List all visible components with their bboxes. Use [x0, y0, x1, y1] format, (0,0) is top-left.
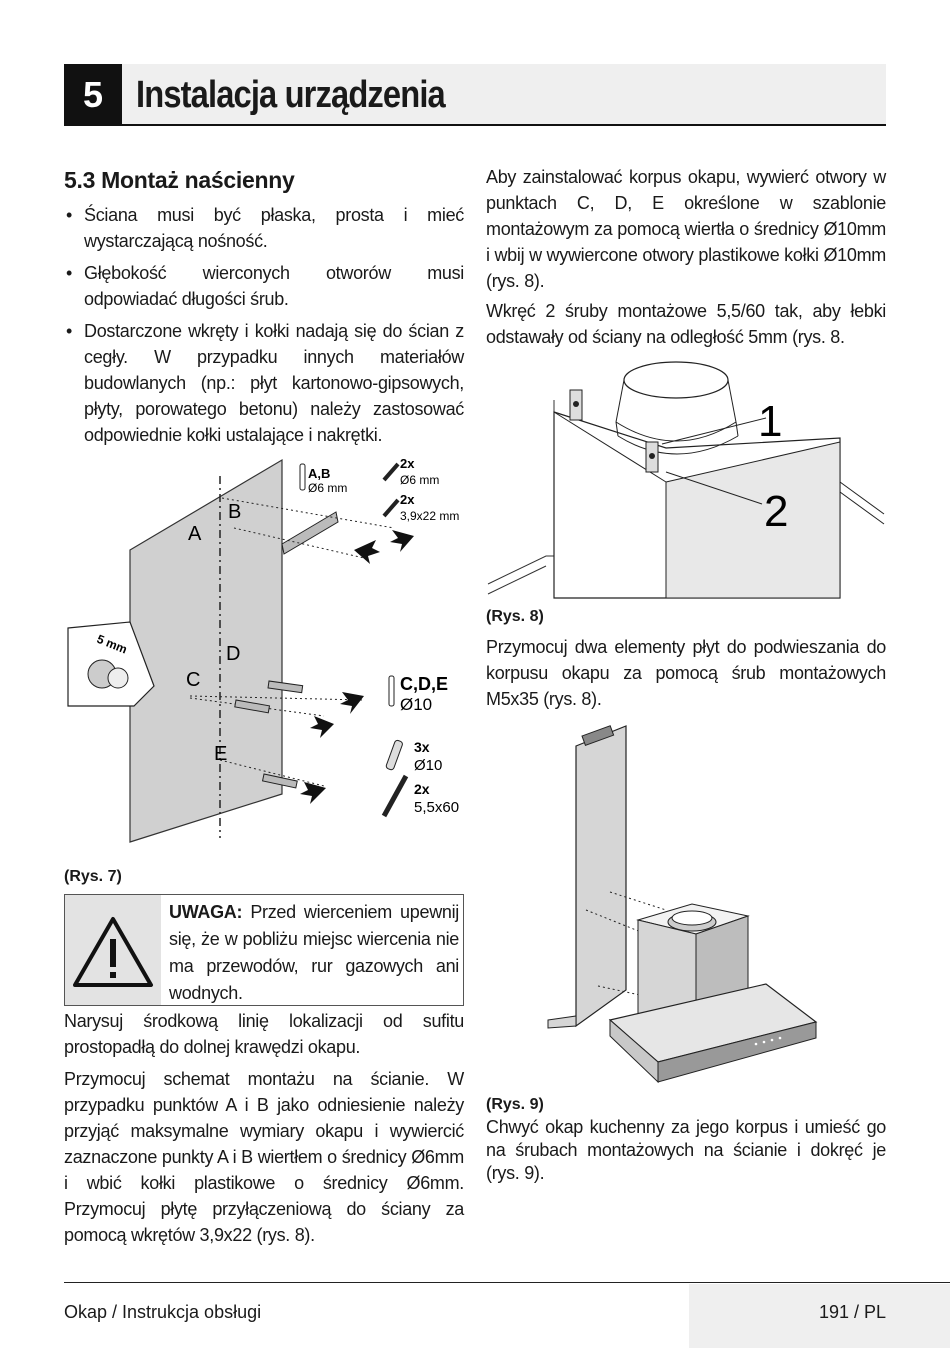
footer-doc-title: Okap / Instrukcja obsługi: [64, 1302, 262, 1322]
left-column: [64, 164, 464, 454]
left-column-lower: [64, 1008, 464, 1252]
screw1-qty: 2x: [400, 456, 415, 471]
requirements-list: [64, 202, 464, 448]
list-item: • Dostarczone wkręty i kołki nadają się do ścian z cegły. W przypadku innych materiałów budowlanych (np.: płyt kartonowo-gipsowych, płyty, porowatego betonu) należy zastosować odpowiednie kołki ustalające i nakrętki.: [64, 318, 464, 448]
callout-1: 1: [758, 397, 783, 446]
point-e-label: E: [214, 743, 228, 765]
figure-9-caption: (Rys. 9): [486, 1096, 544, 1113]
screw-icon: [384, 500, 398, 516]
point-a-label: A: [188, 523, 202, 545]
section-title: Instalacja urządzenia: [136, 74, 445, 116]
callout-2: 2: [764, 487, 789, 536]
right-column-lower: [486, 1116, 886, 1189]
footer-page-number: 191 / PL: [818, 1302, 886, 1322]
list-item: • Głębokość wierconych otworów musi odpowiadać długości śrub.: [64, 260, 464, 312]
paragraph: Przymocuj schemat montażu na ścianie. W przypadku punktów A i B jako odniesienie należy przyjąć maksymalne wymiary okapu i wywiercić zaznaczone punkty A i B wiertłem o średnicy Ø6mm i wbić kołki plastikowe o średnicy Ø6mm. Przymocuj płytę przyłączeniową do ściany za pomocą wkrętów 3,9x22 (rys. 8).: [64, 1069, 464, 1245]
point-b-label: B: [228, 501, 242, 523]
right-column-middle: [486, 634, 886, 716]
warning-triangle-icon: [65, 895, 161, 1005]
paragraph: Chwyć okap kuchenny za jego korpus i umieść go na śrubach montażowych na ścianie i dokręć je (rys. 9).: [486, 1117, 886, 1183]
dowel-icon: [300, 464, 305, 490]
figure-7-wall-template: [64, 456, 474, 866]
right-column: [486, 164, 886, 354]
bolt-qty: 2x: [414, 781, 430, 797]
paragraph: Wkręć 2 śruby montażowe 5,5/60 tak, aby łebki odstawały od ściany na odległość 5mm (rys. 8.: [486, 301, 886, 347]
bolt-icon: [384, 776, 406, 816]
section-number: 5: [64, 64, 122, 126]
screw-icon: [384, 464, 398, 480]
cde-size: Ø10: [400, 695, 433, 714]
figure-8-hood-body: [486, 352, 886, 600]
screw1-size: Ø6 mm: [400, 473, 440, 487]
gap-label: 5 mm: [94, 631, 130, 657]
warning-label: UWAGA:: [169, 902, 243, 922]
list-item: • Ściana musi być płaska, prosta i mieć wystarczającą nośność.: [64, 202, 464, 254]
footer-divider: [64, 1282, 950, 1283]
ab-size: Ø6 mm: [308, 481, 348, 495]
screw2-size: 3,9x22 mm: [400, 509, 460, 523]
paragraph: Przymocuj dwa elementy płyt do podwieszania do korpusu okapu za pomocą śrub montażowych M5x35 (rys. 8).: [486, 637, 886, 709]
bolt-size: 5,5x60: [414, 799, 460, 816]
warning-box: [64, 894, 464, 1006]
dowel-size: Ø10: [414, 757, 443, 774]
screw2-qty: 2x: [400, 492, 415, 507]
subsection-heading: 5.3 Montaż naścienny: [64, 167, 295, 193]
cde-label: C,D,E: [400, 674, 449, 694]
ab-label: A,B: [308, 466, 331, 481]
dowel-icon: [385, 740, 403, 771]
section-header: [64, 64, 886, 126]
figure-8-caption: (Rys. 8): [486, 608, 544, 625]
paragraph: Aby zainstalować korpus okapu, wywierć otwory w punktach C, D, E określone w szablonie montażowym za pomocą wiertła o średnicy Ø10mm i wbij w wywiercone otwory plastikowe kołki Ø10mm (rys. 8).: [486, 167, 886, 291]
warning-text: [169, 899, 459, 1007]
point-d-label: D: [226, 643, 241, 665]
dowel-icon: [389, 676, 394, 706]
warning-message: Przed wierceniem upewnij się, że w pobliżu miejsc wiercenia nie ma przewodów, rur gazowych ani wodnych.: [169, 902, 459, 1003]
figure-7-caption: (Rys. 7): [64, 868, 122, 885]
figure-9-hood-mounted: [486, 720, 886, 1090]
dowel-qty: 3x: [414, 739, 430, 755]
point-c-label: C: [186, 669, 201, 691]
paragraph: Narysuj środkową linię lokalizacji od sufitu prostopadłą do dolnej krawędzi okapu.: [64, 1011, 464, 1057]
